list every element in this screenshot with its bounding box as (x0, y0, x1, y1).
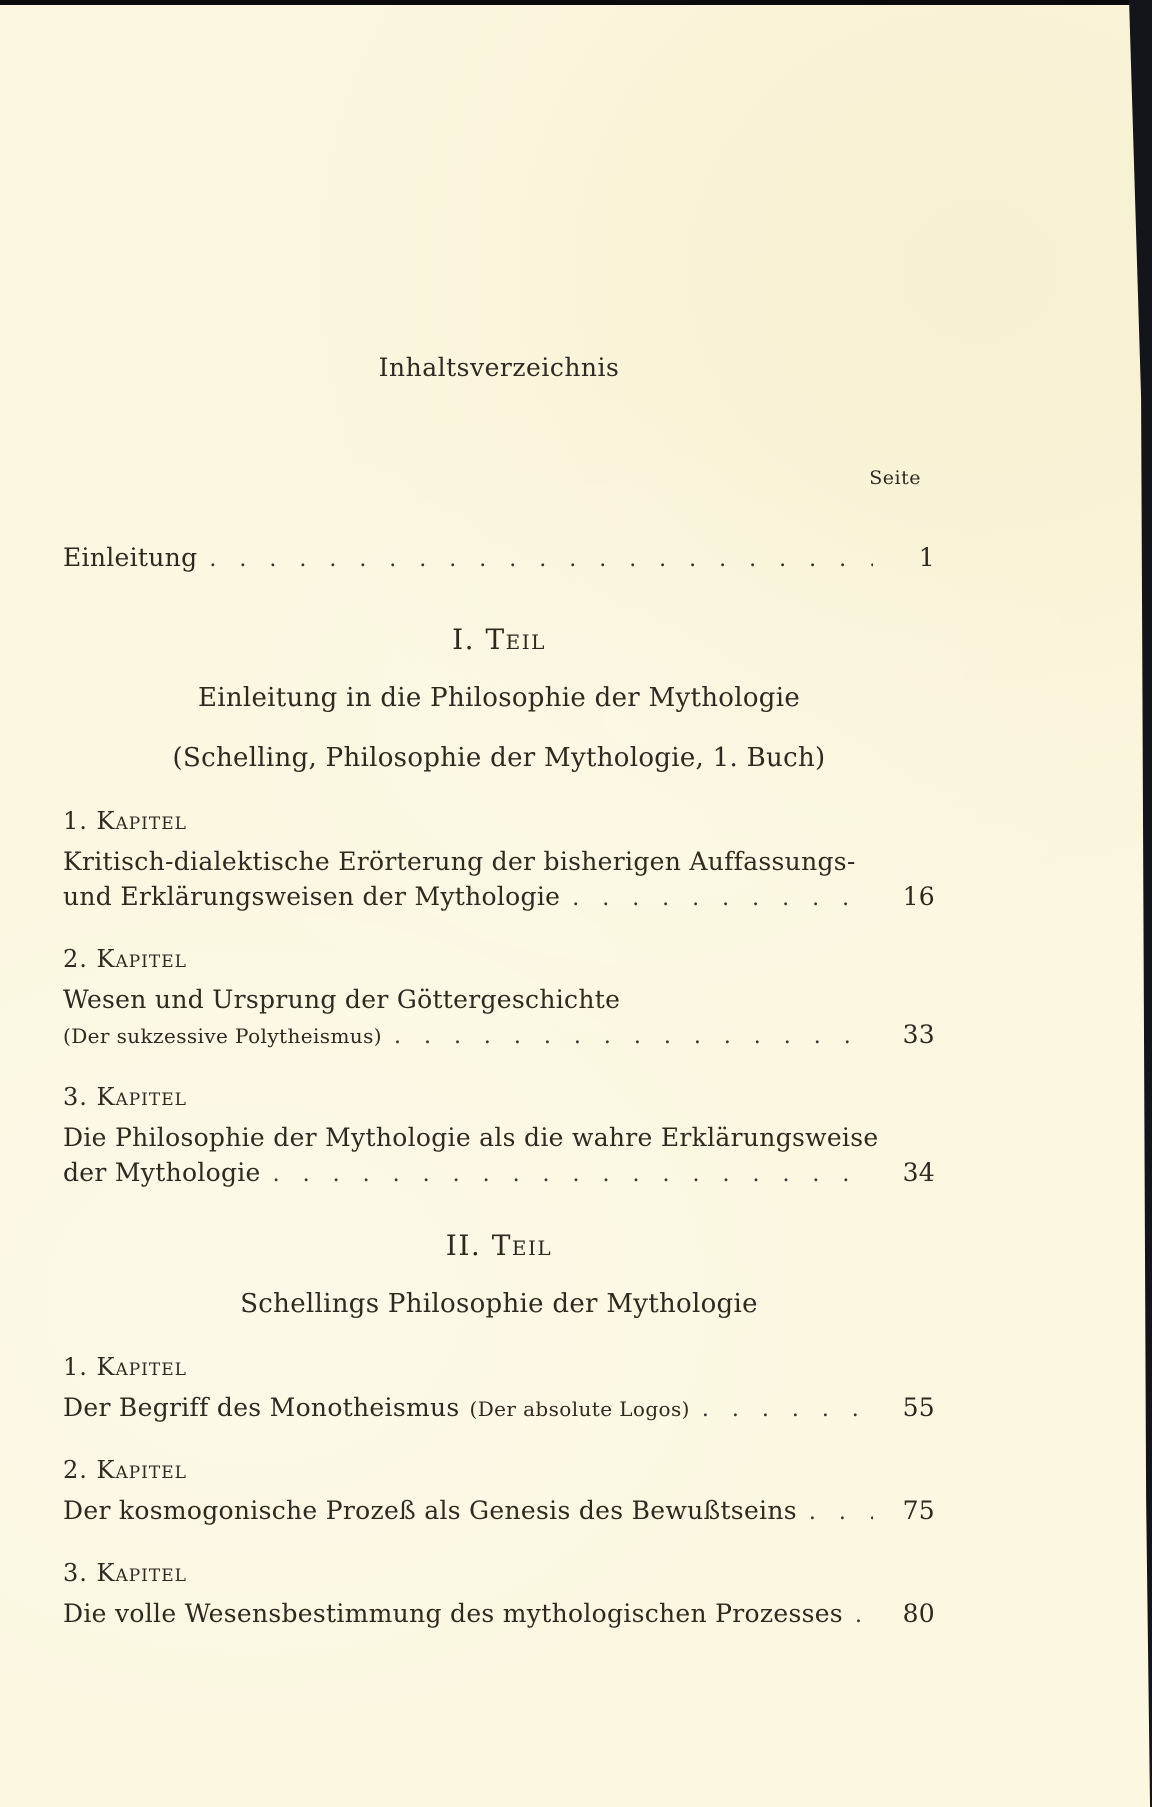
entry-page-number: 16 (902, 882, 935, 911)
entry-label: und Erklärungsweisen der Mythologie (63, 882, 561, 911)
dot-leader (273, 1157, 873, 1192)
part-subtitle-line: (Schelling, Philosophie der Mythologie, 1. Buch) (172, 743, 826, 773)
chapter-lines (63, 982, 935, 1054)
chapter-number: 3. Kapitel (63, 1559, 187, 1587)
toc-chapter (63, 1558, 935, 1633)
toc-content-column (63, 0, 935, 1633)
entry-label: der Mythologie (63, 1158, 261, 1187)
page-column-label: Seite (869, 467, 921, 489)
dot-leader (702, 1392, 873, 1427)
part-subtitle-line: Schellings Philosophie der Mythologie (240, 1289, 758, 1319)
chapter-number: 2. Kapitel (63, 1456, 187, 1484)
toc-chapter (63, 1455, 935, 1530)
chapter-number: 2. Kapitel (63, 945, 187, 973)
entry-page-number: 55 (902, 1393, 935, 1422)
part-heading: II. Teil (445, 1229, 553, 1262)
entry-label: Wesen und Ursprung der Göttergeschichte (63, 985, 621, 1014)
entry-label: Kritisch-dialektische Erörterung der bisherigen Auffassungs- (63, 847, 856, 876)
scan-edge-right (1124, 0, 1152, 1807)
entry-label: Die Philosophie der Mythologie als die wahre Erklärungsweise (63, 1123, 879, 1152)
part-subtitle-line: Einleitung in die Philosophie der Mythologie (197, 683, 801, 713)
toc-entry-einleitung (63, 542, 935, 576)
entry-page-number: 33 (902, 1020, 935, 1049)
entry-page-number: 80 (902, 1599, 935, 1628)
toc-part (63, 622, 935, 1192)
toc-chapter (63, 1082, 935, 1192)
toc-parts (63, 622, 935, 1633)
toc-chapter (63, 944, 935, 1054)
entry-label-small: (Der absolute Logos) (469, 1397, 690, 1421)
dot-leader (394, 1019, 873, 1054)
chapter-lines (63, 844, 935, 916)
chapter-line (63, 982, 935, 1017)
chapter-lines (63, 1120, 935, 1192)
chapter-number: 1. Kapitel (63, 807, 187, 835)
dot-leader (809, 1495, 873, 1530)
entry-page-number: 1 (918, 543, 935, 572)
chapter-line (63, 879, 935, 916)
chapter-number: 1. Kapitel (63, 1353, 187, 1381)
chapter-line (63, 1155, 935, 1192)
dot-leader (855, 1598, 873, 1633)
scan-edge-top (0, 0, 1152, 5)
entry-label: Der kosmogonische Prozeß als Genesis des Bewußtseins (63, 1496, 797, 1525)
chapter-line (63, 1596, 935, 1633)
toc-chapter (63, 806, 935, 916)
page-title: Inhaltsverzeichnis (378, 353, 620, 382)
toc-part (63, 1228, 935, 1633)
dot-leader (209, 544, 873, 576)
chapter-line (63, 1017, 935, 1054)
entry-label: Der Begriff des Monotheismus (63, 1393, 460, 1422)
chapter-line (63, 1493, 935, 1530)
chapter-number: 3. Kapitel (63, 1083, 187, 1111)
chapter-lines (63, 1596, 935, 1633)
entry-label-small: (Der sukzessive Polytheismus) (63, 1024, 382, 1048)
chapter-lines (63, 1493, 935, 1530)
entry-label: Einleitung (63, 543, 198, 572)
chapter-line (63, 1120, 935, 1155)
entry-page-number: 34 (902, 1158, 935, 1187)
dot-leader (572, 881, 873, 916)
entry-page-number: 75 (902, 1496, 935, 1525)
chapter-lines (63, 1390, 935, 1427)
part-heading: I. Teil (452, 623, 546, 656)
toc-chapter (63, 1352, 935, 1427)
entry-label: Die volle Wesensbestimmung des mythologischen Prozesses (63, 1599, 843, 1628)
chapter-line (63, 844, 935, 879)
chapter-line (63, 1390, 935, 1427)
